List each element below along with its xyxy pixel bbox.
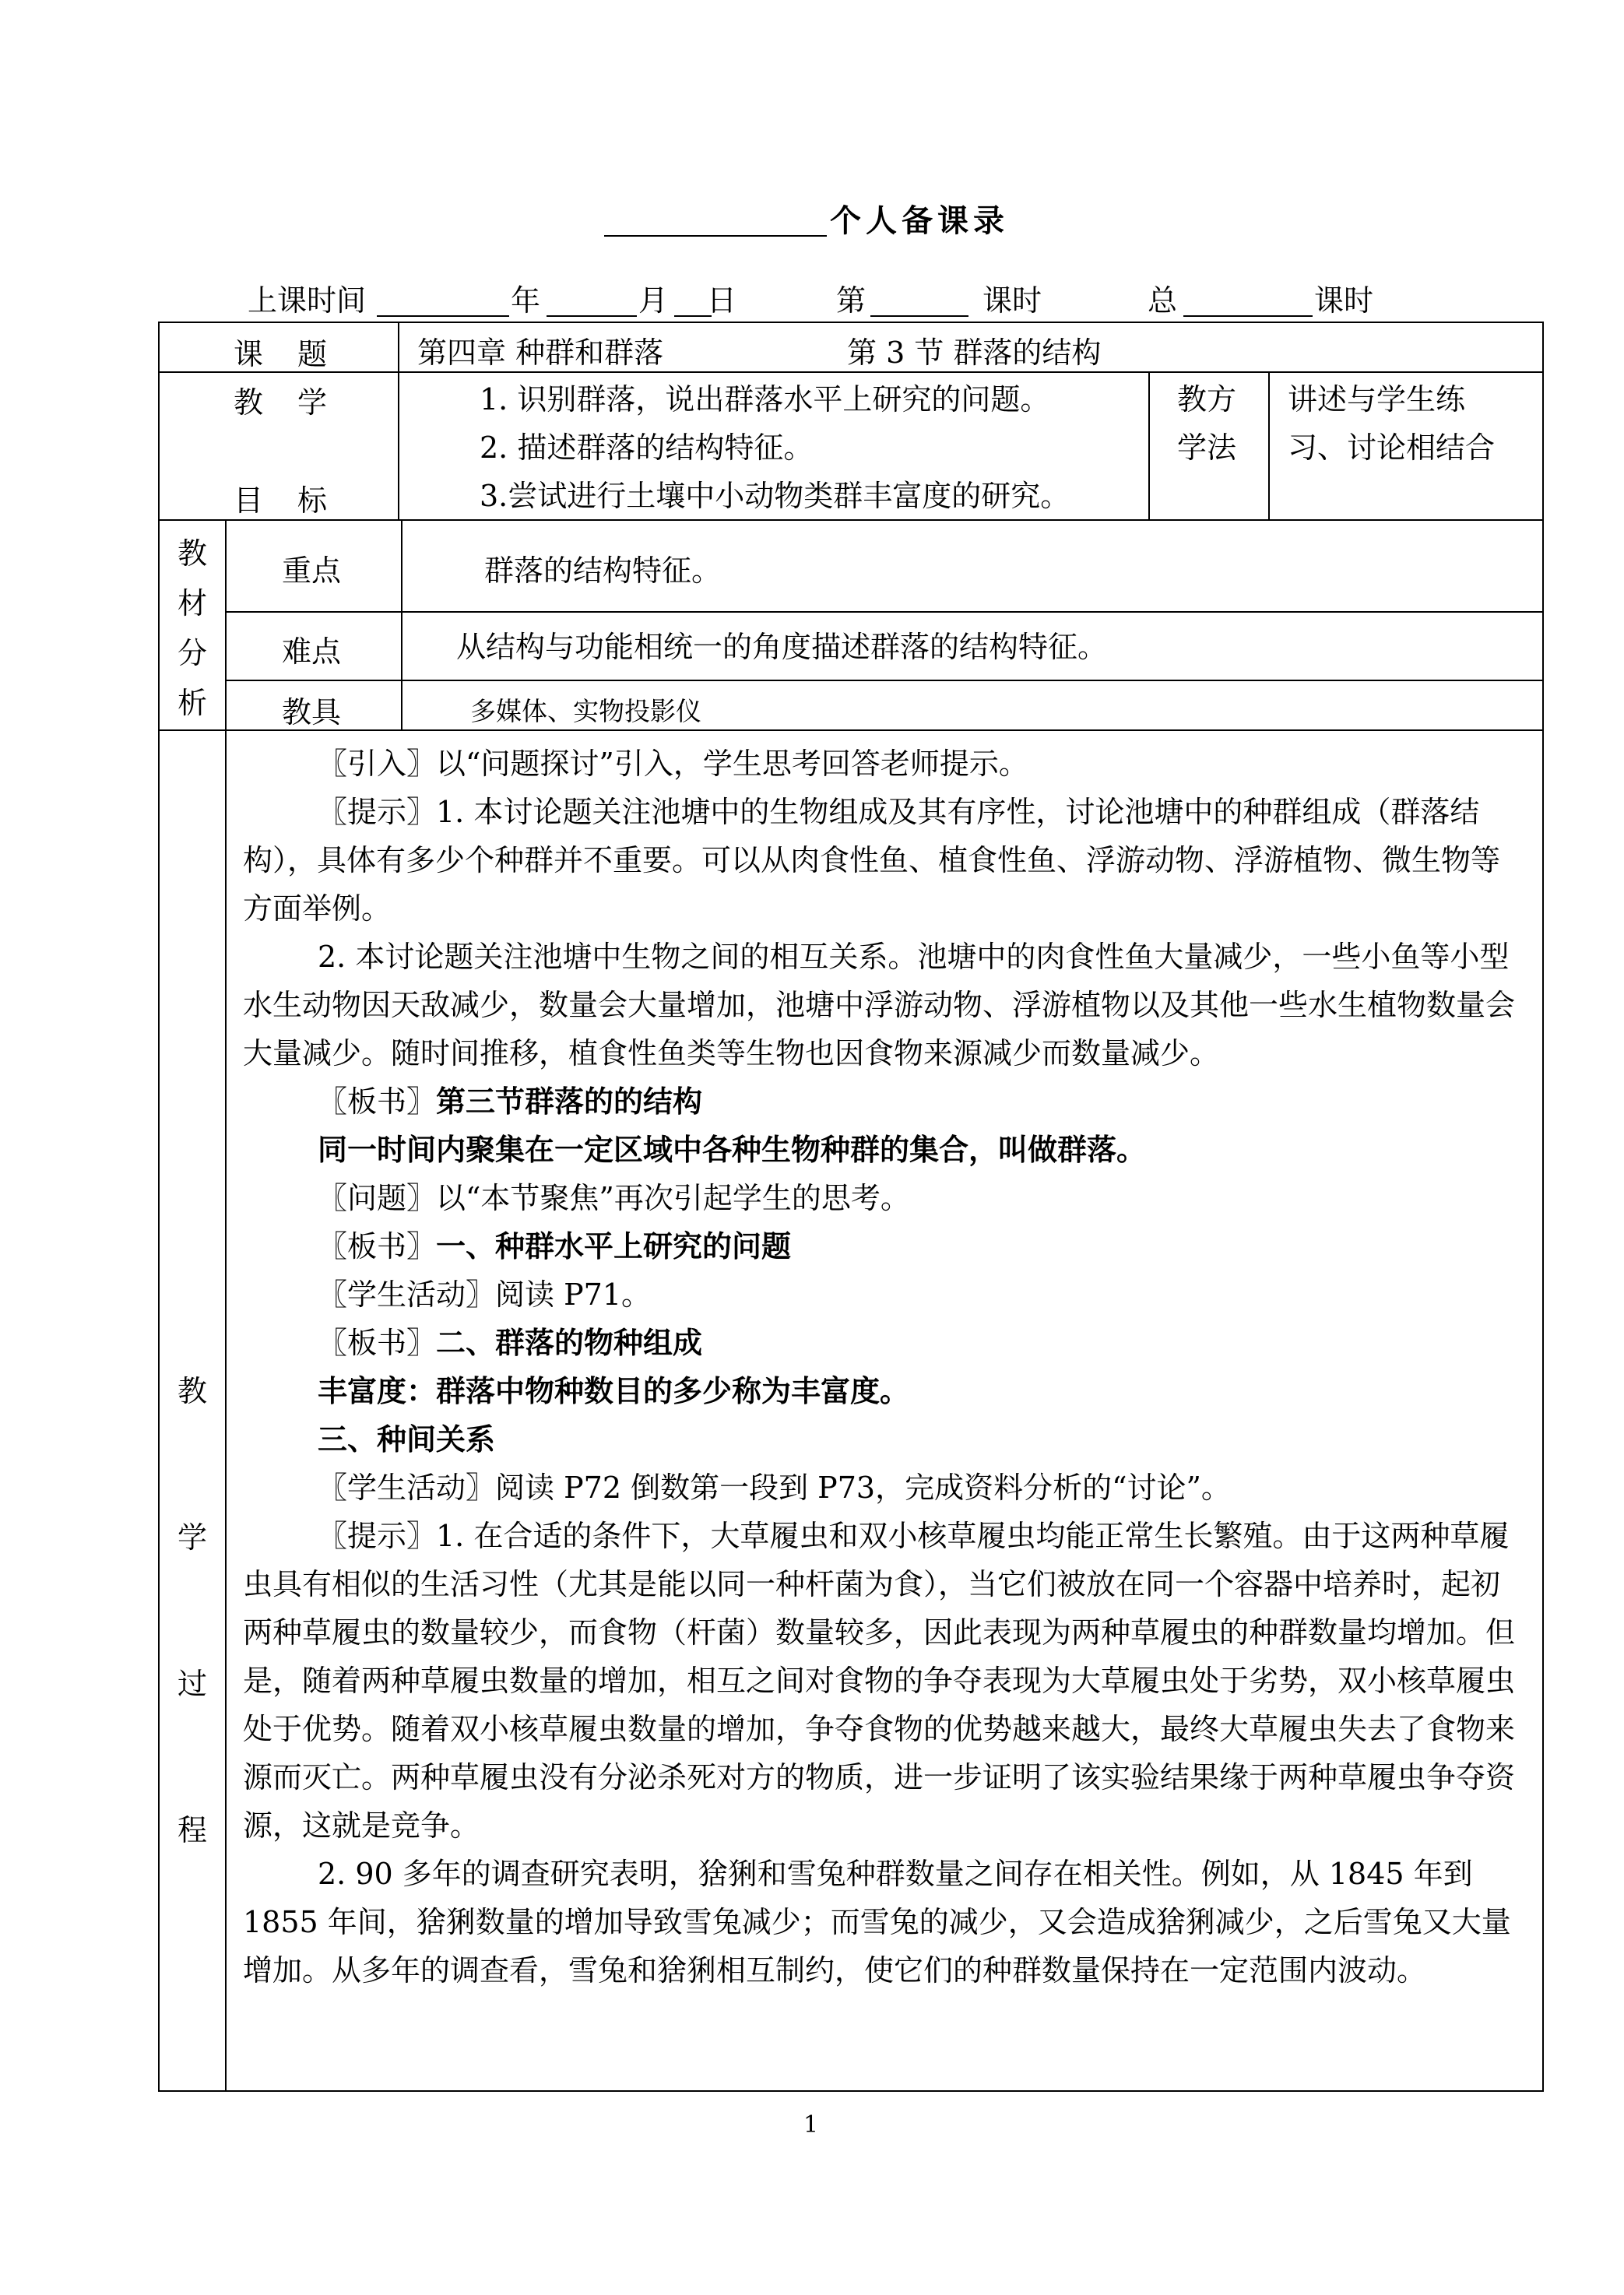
difficulty-text: 从结构与功能相统一的角度描述群落的结构特征。 [456, 630, 1108, 664]
objective-item-2: 2. 描述群落的结构特征。 [480, 431, 814, 465]
para-interspecific: 三、种间关系 [318, 1422, 496, 1457]
total-period-label: 课时 [1314, 283, 1374, 318]
topic-label-b: 题 [297, 337, 328, 371]
analysis-side-1: 教 [177, 536, 207, 571]
objectives-label-b: 学 [297, 385, 328, 420]
board-tag: 〖板书〗 [318, 1229, 437, 1263]
para-hint-4: 2. 90 多年的调查研究表明，猞猁和雪兔种群数量之间存在相关性。例如，从 1845 年到 1855 年间，猞猁数量的增加导致雪兔减少；而雪兔的减少，又会造成猞猁减少，之后雪兔又大量增加。从多年的调查看，雪兔和猞猁相互制约，使它们的种群数量保持在一定范围内波动。 [243, 1857, 1511, 1987]
process-side-2: 学 [177, 1520, 207, 1555]
para-intro: 〖引入〗以“问题探讨”引入，学生思考回答老师提示。 [318, 747, 1028, 781]
class-time-label: 上课时间 [248, 283, 367, 318]
topic-section: 第 3 节 群落的结构 [847, 336, 1102, 370]
board-heading: 一、种群水平上研究的问题 [436, 1228, 792, 1263]
para-richness: 丰富度：群落中物种数目的多少称为丰富度。 [318, 1373, 910, 1408]
objectives-label-c: 目 [234, 483, 264, 518]
method-label-b: 学法 [1177, 431, 1237, 465]
day-label: 日 [707, 283, 737, 318]
process-side-3: 过 [177, 1667, 207, 1701]
analysis-side-4: 析 [177, 686, 207, 720]
board-heading: 二、群落的物种组成 [436, 1325, 703, 1360]
para-question: 〖问题〗以“本节聚焦”再次引起学生的思考。 [318, 1181, 910, 1215]
objective-item-1: 1. 识别群落，说出群落水平上研究的问题。 [480, 382, 1050, 416]
para-board-2 [243, 1222, 1520, 1271]
page-number: 1 [803, 2111, 819, 2139]
analysis-side-3: 分 [177, 636, 207, 670]
key-point-text: 群落的结构特征。 [484, 554, 722, 588]
year-label: 年 [511, 283, 541, 318]
period-label: 课时 [982, 283, 1042, 318]
board-tag: 〖板书〗 [318, 1084, 437, 1119]
month-label: 月 [638, 283, 669, 318]
key-point-label: 重点 [282, 554, 342, 588]
objective-item-3: 3.尝试进行土壤中小动物类群丰富度的研究。 [480, 479, 1070, 513]
para-hint-3: 〖提示〗1. 在合适的条件下，大草履虫和双小核草履虫均能正常生长繁殖。由于这两种草履虫具有相似的生活习性（尤其是能以同一种杆菌为食），当它们被放在同一个容器中培养时，起初两种草履虫的数量较少，而食物（杆菌）数量较多，因此表现为两种草履虫的种群数量均增加。但是，随着两种草履虫数量的增加，相互之间对食物的争夺表现为大草履虫处于劣势，双小核草履虫处于优势。随着双小核草履虫数量的增加，争夺食物的优势越来越大，最终大草履虫失去了食物来源而灭亡。两种草履虫没有分泌杀死对方的物质，进一步证明了该实验结果缘于两种草履虫争夺资源，这就是竞争。 [243, 1519, 1516, 1843]
tools-text: 多媒体、实物投影仪 [470, 696, 701, 726]
topic-chapter: 第四章 种群和群落 [417, 336, 664, 370]
method-text-b: 习、讨论相结合 [1288, 431, 1496, 465]
para-hint-2: 2. 本讨论题关注池塘中生物之间的相互关系。池塘中的肉食性鱼大量减少，一些小鱼等小型水生动物因天敌减少，数量会大量增加，池塘中浮游动物、浮游植物以及其他一些水生植物数量会大量减少。随时间推移，植食性鱼类等生物也因食物来源减少而数量减少。 [243, 940, 1516, 1070]
para-definition: 同一时间内聚集在一定区域中各种生物种群的集合，叫做群落。 [318, 1132, 1147, 1167]
process-side-4: 程 [177, 1813, 207, 1847]
para-board-1 [243, 1077, 1520, 1126]
objectives-label-d: 标 [297, 483, 328, 518]
para-activity-2: 〖学生活动〗阅读 P72 倒数第一段到 P73，完成资料分析的“讨论”。 [318, 1471, 1231, 1505]
para-activity-1: 〖学生活动〗阅读 P71。 [318, 1278, 652, 1312]
para-board-3 [243, 1319, 1520, 1367]
method-label-a: 教方 [1177, 382, 1237, 416]
objectives-label-a: 教 [234, 385, 264, 420]
tools-label: 教具 [282, 695, 342, 729]
difficulty-label: 难点 [282, 634, 342, 669]
title-text: 个人备课录 [830, 202, 1009, 239]
analysis-side-2: 材 [177, 586, 207, 620]
topic-label-a: 课 [234, 337, 264, 371]
method-text-a: 讲述与学生练 [1288, 382, 1466, 416]
process-content [243, 740, 1520, 1995]
para-hint-1: 〖提示〗1. 本讨论题关注池塘中的生物组成及其有序性，讨论池塘中的种群组成（群落结构），具体有多少个种群并不重要。可以从肉食性鱼、植食性鱼、浮游动物、浮游植物、微生物等方面举例。 [243, 795, 1501, 926]
board-heading: 第三节群落的的结构 [436, 1084, 703, 1119]
process-side-1: 教 [177, 1374, 207, 1408]
nth-label: 第 [836, 283, 866, 318]
board-tag: 〖板书〗 [318, 1326, 437, 1360]
total-label: 总 [1148, 283, 1178, 318]
